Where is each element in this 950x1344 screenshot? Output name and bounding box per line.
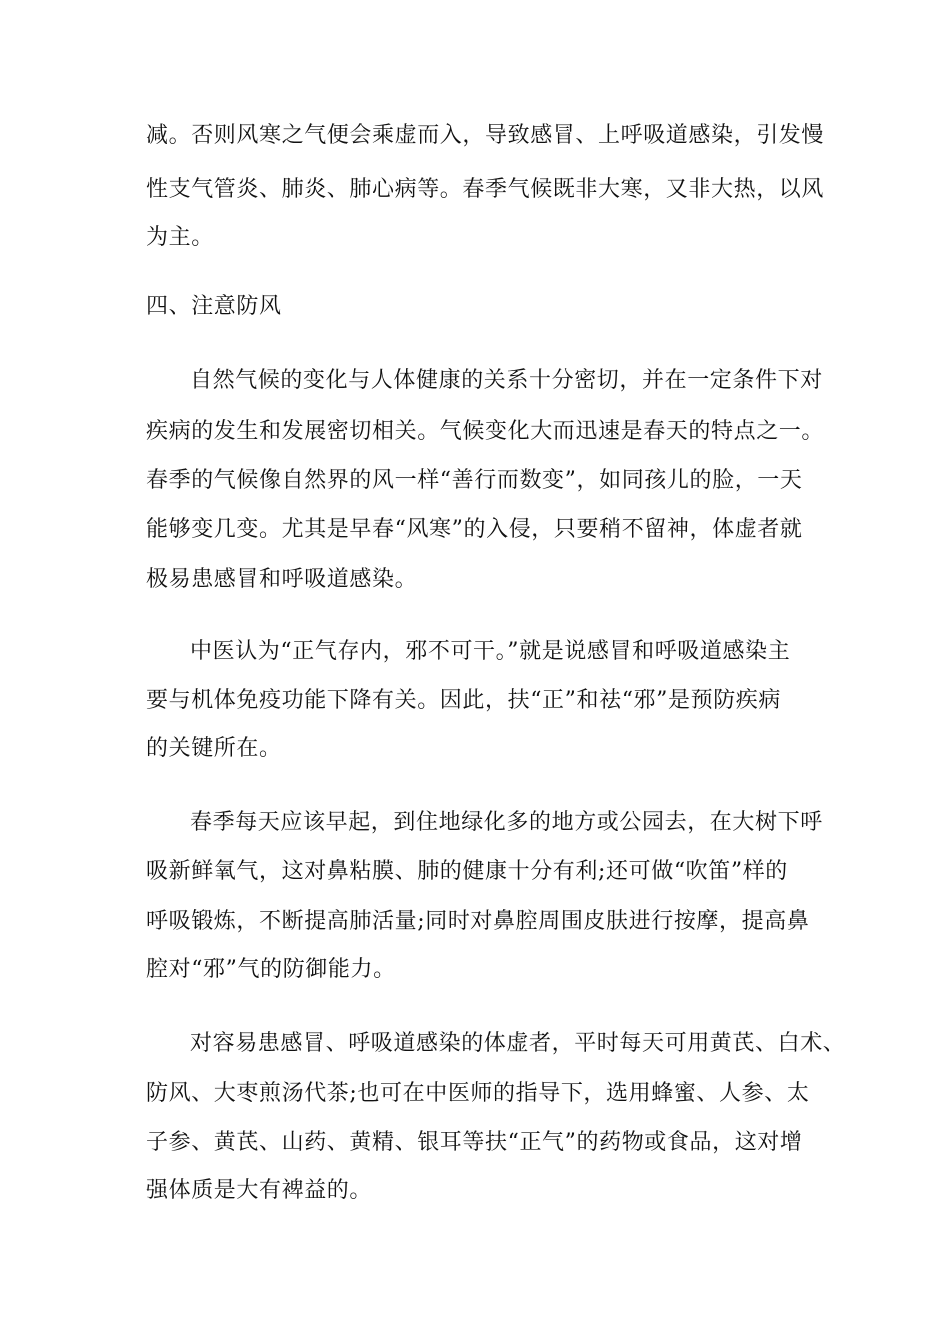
paragraph-4-line-1: 吸新鲜氧气，这对鼻粘膜、肺的健康十分有利;还可做“吹笛”样的: [146, 859, 788, 884]
paragraph-0-line-0: 减。否则风寒之气便会乘虚而入，导致感冒、上呼吸道感染，引发慢: [146, 123, 825, 148]
paragraph-0-line-1: 性支气管炎、肺炎、肺心病等。春季气候既非大寒，又非大热，以风: [146, 177, 825, 202]
paragraph-2-line-1: 疾病的发生和发展密切相关。气候变化大而迅速是春天的特点之一。: [146, 419, 825, 444]
paragraph-4-line-2: 呼吸锻炼，不断提高肺活量;同时对鼻腔周围皮肤进行按摩，提高鼻: [146, 909, 810, 934]
paragraph-2-line-4: 极易患感冒和呼吸道感染。: [146, 567, 418, 592]
paragraph-2-line-3: 能够变几变。尤其是早春“风寒”的入侵，只要稍不留神，体虚者就: [146, 517, 803, 542]
paragraph-3-line-2: 的关键所在。: [146, 736, 282, 761]
section-heading: 四、注意防风: [146, 294, 282, 319]
paragraph-5-line-1: 防风、大枣煎汤代茶;也可在中医师的指导下，选用蜂蜜、人参、太: [146, 1081, 810, 1106]
paragraph-5-line-3: 强体质是大有裨益的。: [146, 1178, 373, 1203]
paragraph-0-line-2: 为主。: [146, 225, 214, 250]
paragraph-4-line-3: 腔对“邪”气的防御能力。: [146, 957, 396, 982]
paragraph-2-line-2: 春季的气候像自然界的风一样“善行而数变”，如同孩儿的脸，一天: [146, 468, 803, 493]
paragraph-4-line-0: 春季每天应该早起，到住地绿化多的地方或公园去，在大树下呼: [190, 810, 823, 835]
paragraph-5-line-2: 子参、黄芪、山药、黄精、银耳等扶“正气”的药物或食品，这对增: [146, 1130, 803, 1155]
paragraph-3-line-1: 要与机体免疫功能下降有关。因此，扶“正”和祛“邪”是预防疾病: [146, 688, 781, 713]
paragraph-5-line-0: 对容易患感冒、呼吸道感染的体虚者，平时每天可用黄芪、白术、: [190, 1031, 846, 1056]
paragraph-2-line-0: 自然气候的变化与人体健康的关系十分密切，并在一定条件下对: [190, 368, 823, 393]
paragraph-3-line-0: 中医认为“正气存内，邪不可干。”就是说感冒和呼吸道感染主: [190, 639, 791, 664]
